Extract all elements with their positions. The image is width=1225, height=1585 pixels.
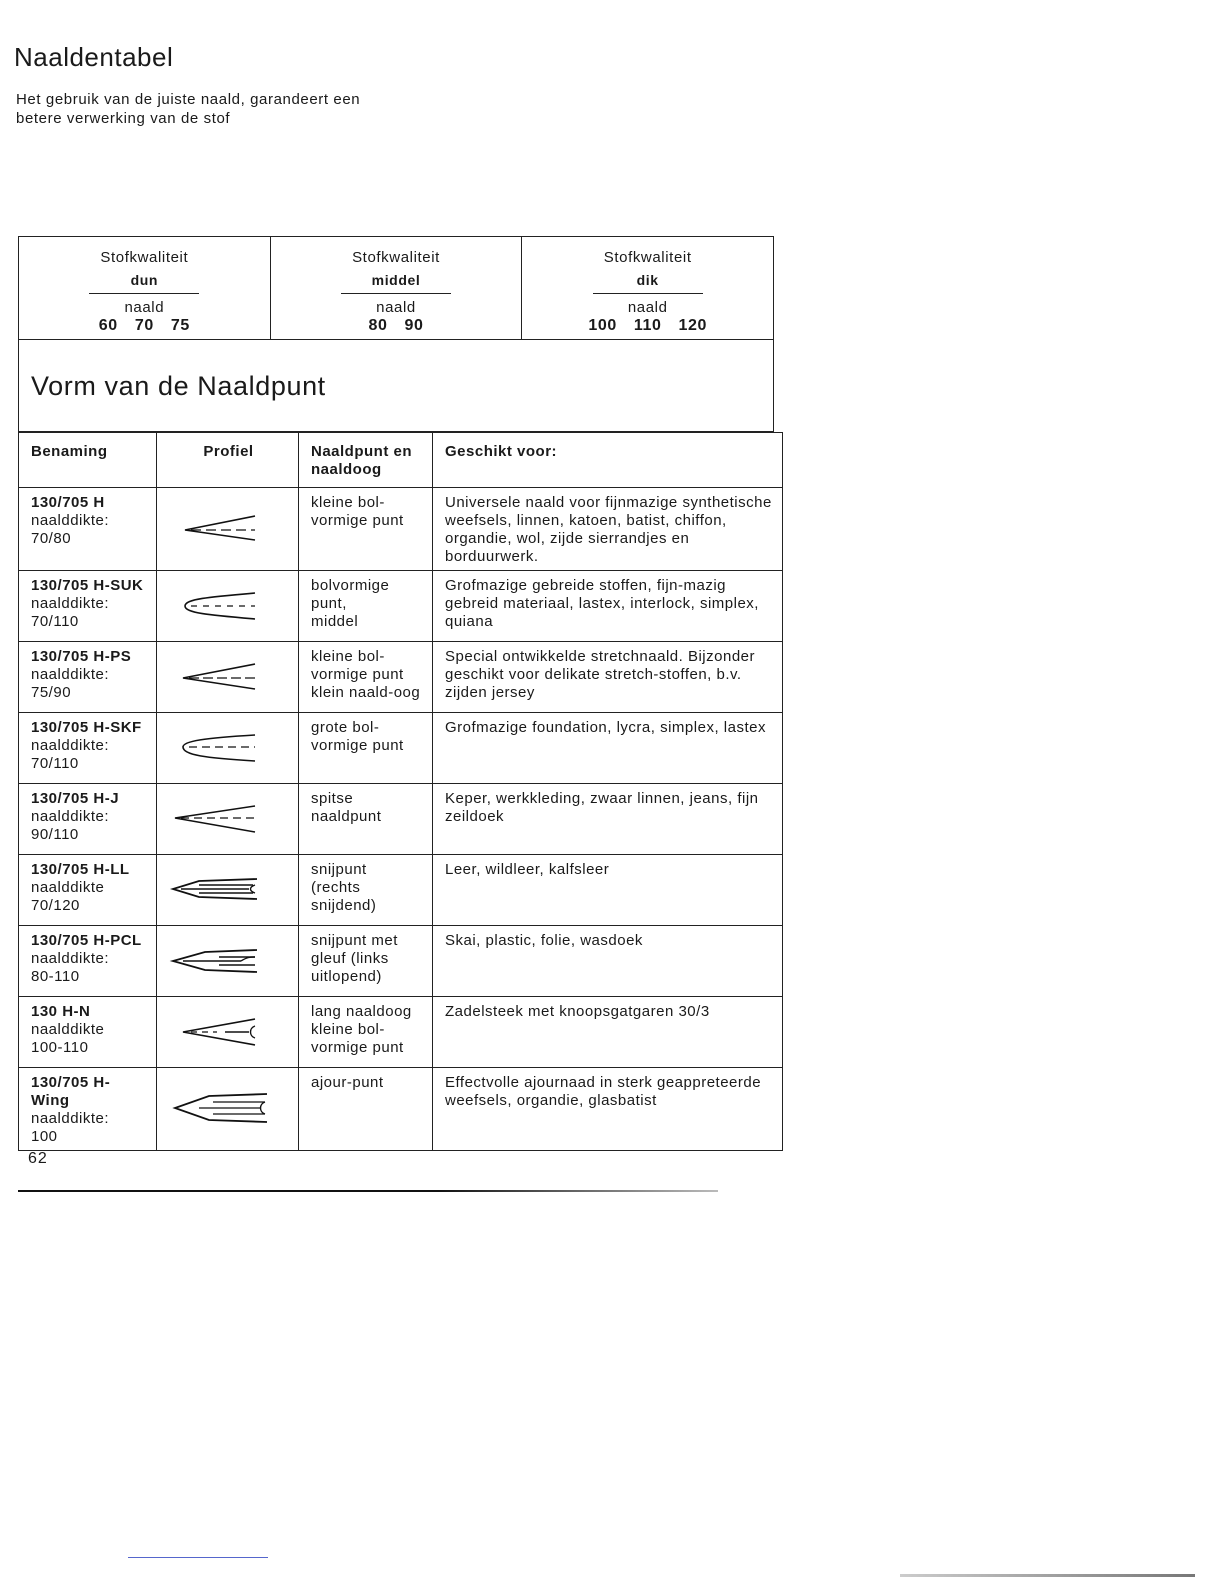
suitable-for-cell — [433, 997, 783, 1068]
suitable-for-text: Zadelsteek met knoopsgatgaren 30/3 — [445, 1003, 710, 1020]
needle-point-cell — [299, 997, 433, 1068]
needle-thickness: 90/110 — [31, 826, 79, 843]
table-row — [19, 488, 783, 571]
quality-cell-dik — [521, 237, 773, 339]
suitable-for-text: Leer, wildleer, kalfsleer — [445, 861, 610, 878]
quality-value: middel — [371, 272, 421, 288]
needle-name-cell — [19, 855, 157, 926]
page-title: Naaldentabel — [14, 42, 174, 72]
scan-artifact — [128, 1557, 268, 1558]
divider — [89, 293, 199, 294]
needle-profile-icon — [169, 963, 259, 980]
needle-name-cell — [19, 926, 157, 997]
needle-thickness-label: naalddikte — [31, 1021, 105, 1038]
table-row — [19, 855, 783, 926]
needle-point-line: ajour-punt — [311, 1074, 384, 1091]
needle-point-cell — [299, 488, 433, 571]
quality-value: dun — [130, 272, 159, 288]
needle-point-line: lang naaldoog — [311, 1003, 412, 1020]
needle-point-line: bolvormige — [311, 577, 390, 594]
needle-point-line: vormige punt — [311, 666, 404, 683]
needle-thickness-label: naalddikte: — [31, 595, 110, 612]
needle-point-cell — [299, 1068, 433, 1151]
intro-line: Het gebruik van de juiste naald, garandeert een — [16, 91, 361, 108]
suitable-for-text: Special ontwikkelde stretchnaald. Bijzonder geschikt voor delikate stretch-stoffen, b.v. zijden jersey — [445, 648, 755, 701]
quality-cell-middel — [270, 237, 522, 339]
profile-cell — [157, 642, 299, 713]
table-row — [19, 997, 783, 1068]
needle-name-cell — [19, 1068, 157, 1151]
suitable-for-text: Keper, werkkleding, zwaar linnen, jeans, fijn zeildoek — [445, 790, 759, 825]
quality-label: Stofkwaliteit — [100, 249, 189, 266]
needle-name: 130/705 H-J — [31, 790, 120, 807]
needle-thickness: 70/110 — [31, 755, 79, 772]
table-row — [19, 926, 783, 997]
needle-profile-icon — [169, 608, 259, 625]
suitable-for-text: Skai, plastic, folie, wasdoek — [445, 932, 643, 949]
needle-table — [18, 432, 783, 1151]
needle-point-line: uitlopend) — [311, 968, 382, 985]
table-header-row — [19, 433, 783, 488]
needle-profile-icon — [169, 1034, 259, 1051]
needle-name-cell — [19, 488, 157, 571]
needle-thickness-label: naalddikte: — [31, 808, 110, 825]
fabric-quality-table — [18, 236, 774, 432]
needle-point-line: middel — [311, 613, 359, 630]
needle-thickness: 100-110 — [31, 1039, 89, 1056]
suitable-for-cell — [433, 571, 783, 642]
profile-cell — [157, 997, 299, 1068]
needle-profile-icon — [169, 821, 259, 838]
needle-point-cell — [299, 784, 433, 855]
scan-artifact — [900, 1574, 1195, 1577]
table-row — [19, 713, 783, 784]
table-row — [19, 784, 783, 855]
profile-cell — [157, 488, 299, 571]
needle-thickness-label: naalddikte: — [31, 512, 110, 529]
page-number: 62 — [28, 1150, 48, 1167]
fabric-quality-row — [19, 237, 773, 340]
table-row — [19, 571, 783, 642]
needle-profile-icon — [169, 531, 259, 548]
needle-name: 130/705 H-SUK — [31, 577, 144, 594]
needle-thickness: 80-110 — [31, 968, 80, 985]
suitable-for-text: Effectvolle ajournaad in sterk geappreteerde weefsels, organdie, glasbatist — [445, 1074, 762, 1109]
needle-thickness: 70/80 — [31, 530, 72, 547]
profile-cell — [157, 571, 299, 642]
header-benaming: Benaming — [19, 433, 157, 488]
header-geschikt: Geschikt voor: — [433, 433, 783, 488]
suitable-for-cell — [433, 1068, 783, 1151]
profile-cell — [157, 1068, 299, 1151]
needle-thickness: 70/120 — [31, 897, 80, 914]
needle-profile-icon — [169, 1113, 269, 1130]
needle-point-line: punt, — [311, 595, 347, 612]
needle-point-line: spitse — [311, 790, 354, 807]
needle-name: 130/705 H-PS — [31, 648, 132, 665]
table-row — [19, 1068, 783, 1151]
needle-name: 130/705 H-SKF — [31, 719, 142, 736]
suitable-for-cell — [433, 855, 783, 926]
profile-cell — [157, 713, 299, 784]
section-title: Vorm van de Naaldpunt — [31, 371, 326, 401]
needle-point-line: snijpunt met — [311, 932, 398, 949]
needle-name: 130 H-N — [31, 1003, 91, 1020]
needle-name: 130/705 H-LL — [31, 861, 130, 878]
needle-name-cell — [19, 642, 157, 713]
suitable-for-text: Grofmazige gebreide stoffen, fijn-mazig gebreid materiaal, lastex, interlock, simplex, quiana — [445, 577, 759, 630]
suitable-for-text: Grofmazige foundation, lycra, simplex, lastex — [445, 719, 766, 736]
needle-name-cell — [19, 713, 157, 784]
needle-point-cell — [299, 926, 433, 997]
needle-point-line: vormige punt — [311, 737, 404, 754]
needle-thickness-label: naalddikte: — [31, 1110, 110, 1127]
needle-thickness: 75/90 — [31, 684, 72, 701]
quality-label: Stofkwaliteit — [352, 249, 440, 266]
quality-label: Stofkwaliteit — [603, 249, 692, 266]
needle-sizes: 60 70 75 — [98, 317, 190, 334]
needle-name: 130/705 H — [31, 494, 105, 511]
needle-point-line: klein naald-oog — [311, 684, 421, 701]
quality-value: dik — [636, 272, 659, 288]
intro-line: betere verwerking van de stof — [16, 110, 231, 127]
needle-thickness: 70/110 — [31, 613, 79, 630]
needle-point-line: kleine bol- — [311, 494, 385, 511]
needle-point-line: kleine bol- — [311, 648, 385, 665]
needle-thickness-label: naalddikte: — [31, 737, 110, 754]
needle-thickness-label: naalddikte: — [31, 666, 110, 683]
divider — [593, 293, 703, 294]
needle-label: naald — [124, 299, 165, 316]
suitable-for-cell — [433, 926, 783, 997]
needle-point-line: (rechts — [311, 879, 361, 896]
needle-label: naald — [627, 299, 668, 316]
header-naaldpunt: Naaldpunt en naaldoog — [299, 433, 433, 488]
divider — [341, 293, 451, 294]
needle-profile-icon — [169, 750, 259, 767]
needle-profile-icon — [169, 679, 259, 696]
footer-rule — [18, 1190, 718, 1192]
needle-point-cell — [299, 855, 433, 926]
needle-thickness: 100 — [31, 1128, 58, 1145]
needle-point-line: naaldpunt — [311, 808, 382, 825]
suitable-for-text: Universele naald voor fijnmazige synthetische weefsels, linnen, katoen, batist, chiffon, organdie, wol, zijde sierrandjes en borduurwerk. — [445, 494, 772, 565]
needle-profile-icon — [169, 892, 259, 909]
intro-text — [16, 90, 360, 128]
needle-thickness-label: naalddikte — [31, 879, 105, 896]
needle-thickness-label: naalddikte: — [31, 950, 110, 967]
needle-point-line: vormige punt — [311, 512, 404, 529]
profile-cell — [157, 784, 299, 855]
needle-point-cell — [299, 642, 433, 713]
needle-point-line: snijdend) — [311, 897, 377, 914]
needle-point-cell — [299, 713, 433, 784]
quality-cell-dun — [19, 237, 270, 339]
needle-name-cell — [19, 571, 157, 642]
profile-cell — [157, 855, 299, 926]
needle-label: naald — [376, 299, 416, 316]
needle-sizes: 100 110 120 — [588, 317, 708, 334]
needle-name-cell — [19, 784, 157, 855]
needle-name-cell — [19, 997, 157, 1068]
suitable-for-cell — [433, 713, 783, 784]
table-row — [19, 642, 783, 713]
needle-point-line: vormige punt — [311, 1039, 404, 1056]
needle-point-line: gleuf (links — [311, 950, 389, 967]
suitable-for-cell — [433, 642, 783, 713]
needle-point-cell — [299, 571, 433, 642]
needle-point-line: snijpunt — [311, 861, 367, 878]
needle-point-line: grote bol- — [311, 719, 380, 736]
suitable-for-cell — [433, 488, 783, 571]
suitable-for-cell — [433, 784, 783, 855]
needle-name: 130/705 H-Wing — [31, 1074, 111, 1109]
needle-name: 130/705 H-PCL — [31, 932, 142, 949]
needle-sizes: 80 90 — [368, 317, 424, 334]
header-profiel: Profiel — [157, 433, 299, 488]
profile-cell — [157, 926, 299, 997]
needle-point-line: kleine bol- — [311, 1021, 385, 1038]
